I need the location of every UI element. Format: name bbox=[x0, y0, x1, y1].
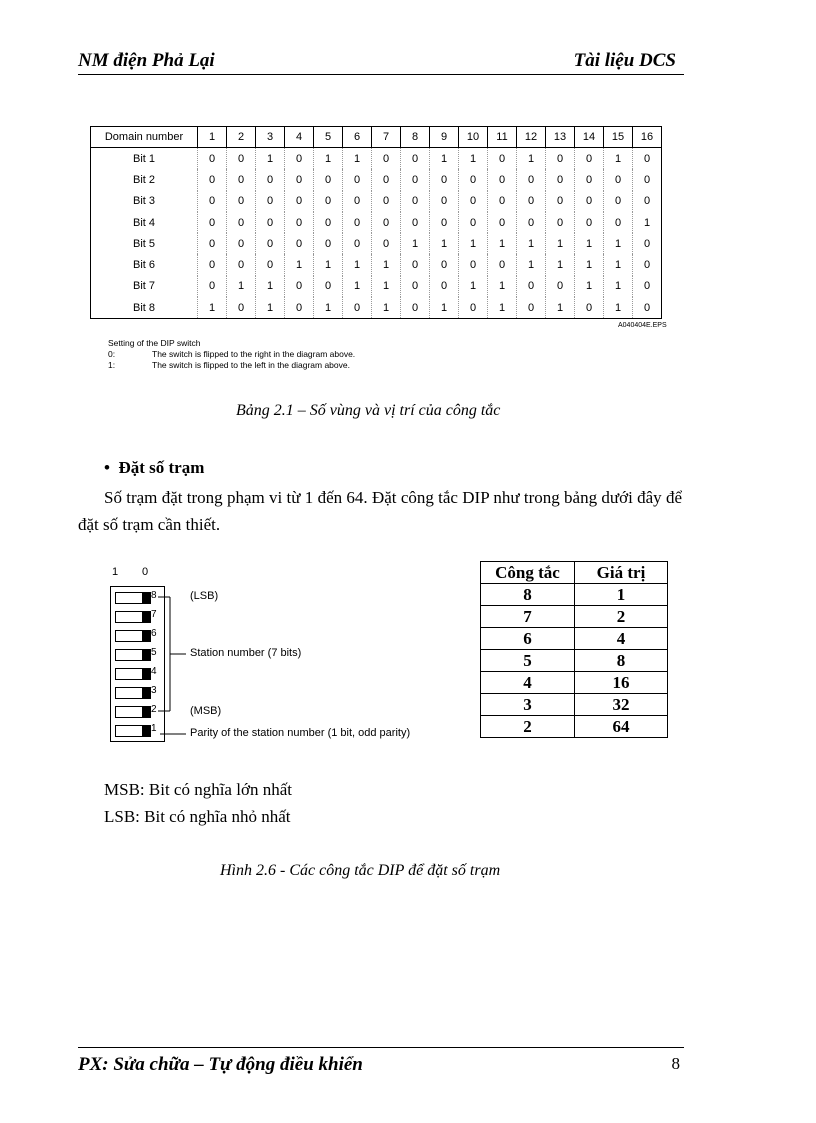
bit-value-cell: 1 bbox=[517, 148, 546, 170]
switch-cell: 7 bbox=[481, 606, 575, 628]
dip-switch-number: 1 bbox=[151, 723, 157, 734]
dip-switch-number: 7 bbox=[151, 609, 157, 620]
bit-value-cell: 0 bbox=[256, 212, 285, 233]
bit-value-cell: 0 bbox=[459, 254, 488, 275]
lsb-definition: LSB: Bit có nghĩa nhỏ nhất bbox=[104, 807, 291, 826]
figure-caption: Hình 2.6 - Các công tắc DIP để đặt số trạm bbox=[220, 862, 501, 879]
bit-value-cell: 0 bbox=[517, 297, 546, 319]
domain-col-header: 13 bbox=[546, 127, 575, 148]
bit-value-cell: 1 bbox=[459, 276, 488, 297]
note-key: 0: bbox=[108, 349, 116, 359]
bit-value-cell: 0 bbox=[256, 191, 285, 212]
bit-value-cell: 0 bbox=[459, 169, 488, 190]
bit-value-cell: 0 bbox=[256, 233, 285, 254]
domain-table-body bbox=[91, 148, 662, 319]
domain-table-row bbox=[91, 254, 662, 275]
value-table-row bbox=[481, 650, 668, 672]
bit-value-cell: 0 bbox=[343, 297, 372, 319]
bit-value-cell: 0 bbox=[604, 191, 633, 212]
bit-value-cell: 1 bbox=[604, 297, 633, 319]
value-table-row bbox=[481, 716, 668, 738]
bit-value-cell: 0 bbox=[517, 191, 546, 212]
bit-value-cell: 1 bbox=[517, 254, 546, 275]
bullet-icon: • bbox=[104, 458, 119, 477]
bit-value-cell: 0 bbox=[430, 276, 459, 297]
dip-switch-number: 8 bbox=[151, 590, 157, 601]
bit-value-cell: 0 bbox=[314, 169, 343, 190]
value-table-row bbox=[481, 606, 668, 628]
bit-value-cell: 0 bbox=[546, 276, 575, 297]
bit-value-cell: 0 bbox=[372, 233, 401, 254]
bit-value-cell: 0 bbox=[285, 297, 314, 319]
bit-label: Bit 4 bbox=[91, 212, 198, 233]
bit-label: Bit 3 bbox=[91, 191, 198, 212]
value-table-row bbox=[481, 672, 668, 694]
bit-value-cell: 1 bbox=[198, 297, 227, 319]
bit-value-cell: 0 bbox=[488, 191, 517, 212]
bit-label: Bit 5 bbox=[91, 233, 198, 254]
bit-value-cell: 0 bbox=[488, 148, 517, 170]
bit-value-cell: 0 bbox=[430, 254, 459, 275]
value-table-row bbox=[481, 628, 668, 650]
bit-value-cell: 0 bbox=[227, 169, 256, 190]
bit-value-cell: 0 bbox=[198, 212, 227, 233]
page-number: 8 bbox=[671, 1054, 680, 1073]
bit-label: Bit 7 bbox=[91, 276, 198, 297]
bit-value-cell: 0 bbox=[343, 233, 372, 254]
domain-table-row bbox=[91, 276, 662, 297]
bit-value-cell: 0 bbox=[227, 191, 256, 212]
domain-col-header: 5 bbox=[314, 127, 343, 148]
bit-value-cell: 1 bbox=[575, 233, 604, 254]
bit-value-cell: 0 bbox=[401, 212, 430, 233]
bit-value-cell: 0 bbox=[604, 212, 633, 233]
bit-value-cell: 1 bbox=[343, 148, 372, 170]
page-footer bbox=[78, 1047, 684, 1076]
bit-value-cell: 0 bbox=[343, 191, 372, 212]
section-heading-text: Đặt số trạm bbox=[118, 458, 205, 477]
figure-code: A040404E.EPS bbox=[618, 322, 667, 329]
domain-col-header: 4 bbox=[285, 127, 314, 148]
bit-value-cell: 0 bbox=[401, 148, 430, 170]
value-cell: 16 bbox=[575, 672, 668, 694]
domain-table-row bbox=[91, 169, 662, 190]
dip-switch-number: 4 bbox=[151, 666, 157, 677]
bit-value-cell: 1 bbox=[575, 254, 604, 275]
bit-value-cell: 1 bbox=[314, 254, 343, 275]
value-cell: 1 bbox=[575, 584, 668, 606]
switch-cell: 4 bbox=[481, 672, 575, 694]
bit-value-cell: 1 bbox=[314, 148, 343, 170]
domain-col-header: 8 bbox=[401, 127, 430, 148]
bit-value-cell: 1 bbox=[343, 276, 372, 297]
domain-col-header: 11 bbox=[488, 127, 517, 148]
bit-value-cell: 0 bbox=[575, 148, 604, 170]
bit-value-cell: 0 bbox=[488, 212, 517, 233]
dip-col-1-label: 1 bbox=[112, 566, 119, 578]
switch-cell: 5 bbox=[481, 650, 575, 672]
switch-value-table bbox=[480, 561, 668, 738]
bit-value-cell: 0 bbox=[546, 148, 575, 170]
footer-left-title: PX: Sửa chữa – Tự động điều khiển bbox=[78, 1054, 363, 1075]
domain-table-row bbox=[91, 233, 662, 254]
bit-value-cell: 1 bbox=[604, 276, 633, 297]
value-cell: 2 bbox=[575, 606, 668, 628]
switch-cell: 3 bbox=[481, 694, 575, 716]
domain-col-header: 16 bbox=[633, 127, 662, 148]
domain-table-row bbox=[91, 297, 662, 319]
bit-value-cell: 0 bbox=[633, 233, 662, 254]
bit-value-cell: 1 bbox=[372, 276, 401, 297]
value-header: Giá trị bbox=[575, 562, 668, 584]
bit-value-cell: 0 bbox=[459, 297, 488, 319]
bit-value-cell: 0 bbox=[546, 212, 575, 233]
switch-header: Công tắc bbox=[481, 562, 575, 584]
bit-value-cell: 0 bbox=[430, 169, 459, 190]
bit-value-cell: 0 bbox=[227, 212, 256, 233]
dip-switch-number: 3 bbox=[151, 685, 157, 696]
bit-value-cell: 0 bbox=[633, 254, 662, 275]
value-table-row bbox=[481, 584, 668, 606]
bit-value-cell: 0 bbox=[227, 233, 256, 254]
value-cell: 64 bbox=[575, 716, 668, 738]
note-text: The switch is flipped to the right in the diagram above. bbox=[152, 349, 356, 359]
bit-value-cell: 1 bbox=[546, 297, 575, 319]
bit-value-cell: 1 bbox=[285, 254, 314, 275]
bit-value-cell: 0 bbox=[314, 233, 343, 254]
bit-value-cell: 0 bbox=[314, 212, 343, 233]
bit-value-cell: 1 bbox=[256, 276, 285, 297]
domain-col-header: 15 bbox=[604, 127, 633, 148]
bit-value-cell: 1 bbox=[401, 233, 430, 254]
dip-switch-number: 5 bbox=[151, 647, 157, 658]
switch-cell: 6 bbox=[481, 628, 575, 650]
domain-number-header: Domain number bbox=[91, 127, 198, 148]
parity-label: Parity of the station number (1 bit, odd parity) bbox=[190, 727, 411, 739]
note-key: 1: bbox=[108, 360, 116, 370]
bit-value-cell: 0 bbox=[604, 169, 633, 190]
bit-value-cell: 0 bbox=[256, 254, 285, 275]
bit-value-cell: 0 bbox=[401, 191, 430, 212]
bit-value-cell: 0 bbox=[430, 191, 459, 212]
bit-value-cell: 1 bbox=[604, 148, 633, 170]
bit-value-cell: 1 bbox=[633, 212, 662, 233]
domain-col-header: 9 bbox=[430, 127, 459, 148]
dip-switch-diagram bbox=[110, 566, 450, 746]
note-item bbox=[108, 360, 355, 371]
dip-switch-number: 2 bbox=[151, 704, 157, 715]
bit-value-cell: 1 bbox=[488, 297, 517, 319]
domain-col-header: 12 bbox=[517, 127, 546, 148]
bit-value-cell: 0 bbox=[343, 169, 372, 190]
bit-value-cell: 0 bbox=[314, 191, 343, 212]
bit-value-cell: 0 bbox=[401, 297, 430, 319]
bit-value-cell: 0 bbox=[314, 276, 343, 297]
dip-col-0-label: 0 bbox=[142, 566, 149, 578]
bit-value-cell: 0 bbox=[372, 169, 401, 190]
domain-col-header: 2 bbox=[227, 127, 256, 148]
note-item bbox=[108, 349, 355, 360]
bit-value-cell: 1 bbox=[459, 148, 488, 170]
domain-col-header: 1 bbox=[198, 127, 227, 148]
bit-value-cell: 1 bbox=[604, 233, 633, 254]
domain-col-header: 7 bbox=[372, 127, 401, 148]
bit-label: Bit 6 bbox=[91, 254, 198, 275]
header-left-title: NM điện Phả Lại bbox=[78, 50, 215, 71]
bit-value-cell: 0 bbox=[517, 212, 546, 233]
bit-value-cell: 0 bbox=[633, 276, 662, 297]
bit-value-cell: 0 bbox=[401, 276, 430, 297]
bit-value-cell: 1 bbox=[546, 254, 575, 275]
bit-value-cell: 0 bbox=[575, 191, 604, 212]
bit-value-cell: 0 bbox=[198, 276, 227, 297]
bit-value-cell: 0 bbox=[372, 191, 401, 212]
bit-value-cell: 1 bbox=[604, 254, 633, 275]
bit-label: Bit 2 bbox=[91, 169, 198, 190]
msb-label: (MSB) bbox=[190, 705, 222, 717]
bit-value-cell: 0 bbox=[227, 148, 256, 170]
bit-value-cell: 1 bbox=[227, 276, 256, 297]
bit-value-cell: 0 bbox=[459, 191, 488, 212]
bit-value-cell: 0 bbox=[256, 169, 285, 190]
bit-label: Bit 8 bbox=[91, 297, 198, 319]
bit-value-cell: 1 bbox=[372, 297, 401, 319]
bit-value-cell: 1 bbox=[256, 297, 285, 319]
notes-title: Setting of the DIP switch bbox=[108, 338, 201, 348]
bit-value-cell: 1 bbox=[343, 254, 372, 275]
bit-value-cell: 0 bbox=[198, 233, 227, 254]
bit-value-cell: 0 bbox=[546, 191, 575, 212]
bit-value-cell: 0 bbox=[401, 254, 430, 275]
value-cell: 8 bbox=[575, 650, 668, 672]
bit-value-cell: 0 bbox=[488, 169, 517, 190]
bit-value-cell: 0 bbox=[372, 212, 401, 233]
bit-value-cell: 1 bbox=[256, 148, 285, 170]
bit-value-cell: 0 bbox=[633, 191, 662, 212]
bit-value-cell: 0 bbox=[633, 148, 662, 170]
bit-value-cell: 0 bbox=[285, 212, 314, 233]
bit-value-cell: 0 bbox=[285, 148, 314, 170]
station-number-label: Station number (7 bits) bbox=[190, 647, 302, 659]
note-text: The switch is flipped to the left in the diagram above. bbox=[152, 360, 350, 370]
bit-value-cell: 0 bbox=[575, 212, 604, 233]
bit-value-cell: 0 bbox=[517, 276, 546, 297]
value-table-body bbox=[481, 584, 668, 738]
value-cell: 4 bbox=[575, 628, 668, 650]
value-table-row bbox=[481, 694, 668, 716]
domain-col-header: 10 bbox=[459, 127, 488, 148]
table-caption: Bảng 2.1 – Số vùng và vị trí của công tắc bbox=[236, 402, 501, 419]
msb-definition: MSB: Bit có nghĩa lớn nhất bbox=[104, 780, 292, 799]
bit-value-cell: 1 bbox=[430, 148, 459, 170]
bit-value-cell: 0 bbox=[198, 254, 227, 275]
domain-col-header: 6 bbox=[343, 127, 372, 148]
domain-number-table bbox=[90, 126, 662, 319]
section-paragraph: Số trạm đặt trong phạm vi từ 1 đến 64. Đặt công tắc DIP như trong bảng dưới đây để đặt số trạm cần thiết. bbox=[78, 488, 682, 534]
bit-label: Bit 1 bbox=[91, 148, 198, 170]
bit-value-cell: 1 bbox=[546, 233, 575, 254]
bit-value-cell: 1 bbox=[372, 254, 401, 275]
bit-value-cell: 0 bbox=[285, 276, 314, 297]
bit-value-cell: 1 bbox=[488, 276, 517, 297]
bit-value-cell: 1 bbox=[430, 297, 459, 319]
bit-value-cell: 1 bbox=[575, 276, 604, 297]
bit-value-cell: 0 bbox=[285, 191, 314, 212]
switch-cell: 2 bbox=[481, 716, 575, 738]
bit-value-cell: 1 bbox=[314, 297, 343, 319]
domain-col-header: 14 bbox=[575, 127, 604, 148]
bit-value-cell: 0 bbox=[633, 297, 662, 319]
bit-value-cell: 0 bbox=[227, 297, 256, 319]
bit-value-cell: 0 bbox=[517, 169, 546, 190]
dip-switch-notes bbox=[108, 338, 355, 371]
bit-value-cell: 0 bbox=[227, 254, 256, 275]
bit-value-cell: 0 bbox=[430, 212, 459, 233]
bit-value-cell: 1 bbox=[430, 233, 459, 254]
lsb-label: (LSB) bbox=[190, 590, 219, 602]
bit-value-cell: 0 bbox=[372, 148, 401, 170]
bit-value-cell: 0 bbox=[343, 212, 372, 233]
bit-value-cell: 0 bbox=[401, 169, 430, 190]
domain-col-header: 3 bbox=[256, 127, 285, 148]
section-heading bbox=[104, 458, 204, 478]
bit-value-cell: 0 bbox=[546, 169, 575, 190]
domain-table-row bbox=[91, 191, 662, 212]
bit-value-cell: 0 bbox=[575, 297, 604, 319]
domain-table-row bbox=[91, 212, 662, 233]
domain-table-header-row bbox=[91, 127, 662, 148]
bit-value-cell: 0 bbox=[198, 148, 227, 170]
bit-value-cell: 0 bbox=[459, 212, 488, 233]
bit-value-cell: 0 bbox=[488, 254, 517, 275]
dip-switch-number: 6 bbox=[151, 628, 157, 639]
bit-value-cell: 0 bbox=[285, 233, 314, 254]
bit-value-cell: 1 bbox=[488, 233, 517, 254]
bit-value-cell: 0 bbox=[633, 169, 662, 190]
header-right-title: Tài liệu DCS bbox=[573, 50, 676, 71]
value-table-header-row bbox=[481, 562, 668, 584]
domain-table-row bbox=[91, 148, 662, 170]
bit-value-cell: 1 bbox=[517, 233, 546, 254]
bit-value-cell: 0 bbox=[285, 169, 314, 190]
value-cell: 32 bbox=[575, 694, 668, 716]
bit-value-cell: 0 bbox=[575, 169, 604, 190]
bit-value-cell: 0 bbox=[198, 191, 227, 212]
page-header bbox=[78, 48, 684, 75]
bit-value-cell: 1 bbox=[459, 233, 488, 254]
switch-cell: 8 bbox=[481, 584, 575, 606]
bit-value-cell: 0 bbox=[198, 169, 227, 190]
